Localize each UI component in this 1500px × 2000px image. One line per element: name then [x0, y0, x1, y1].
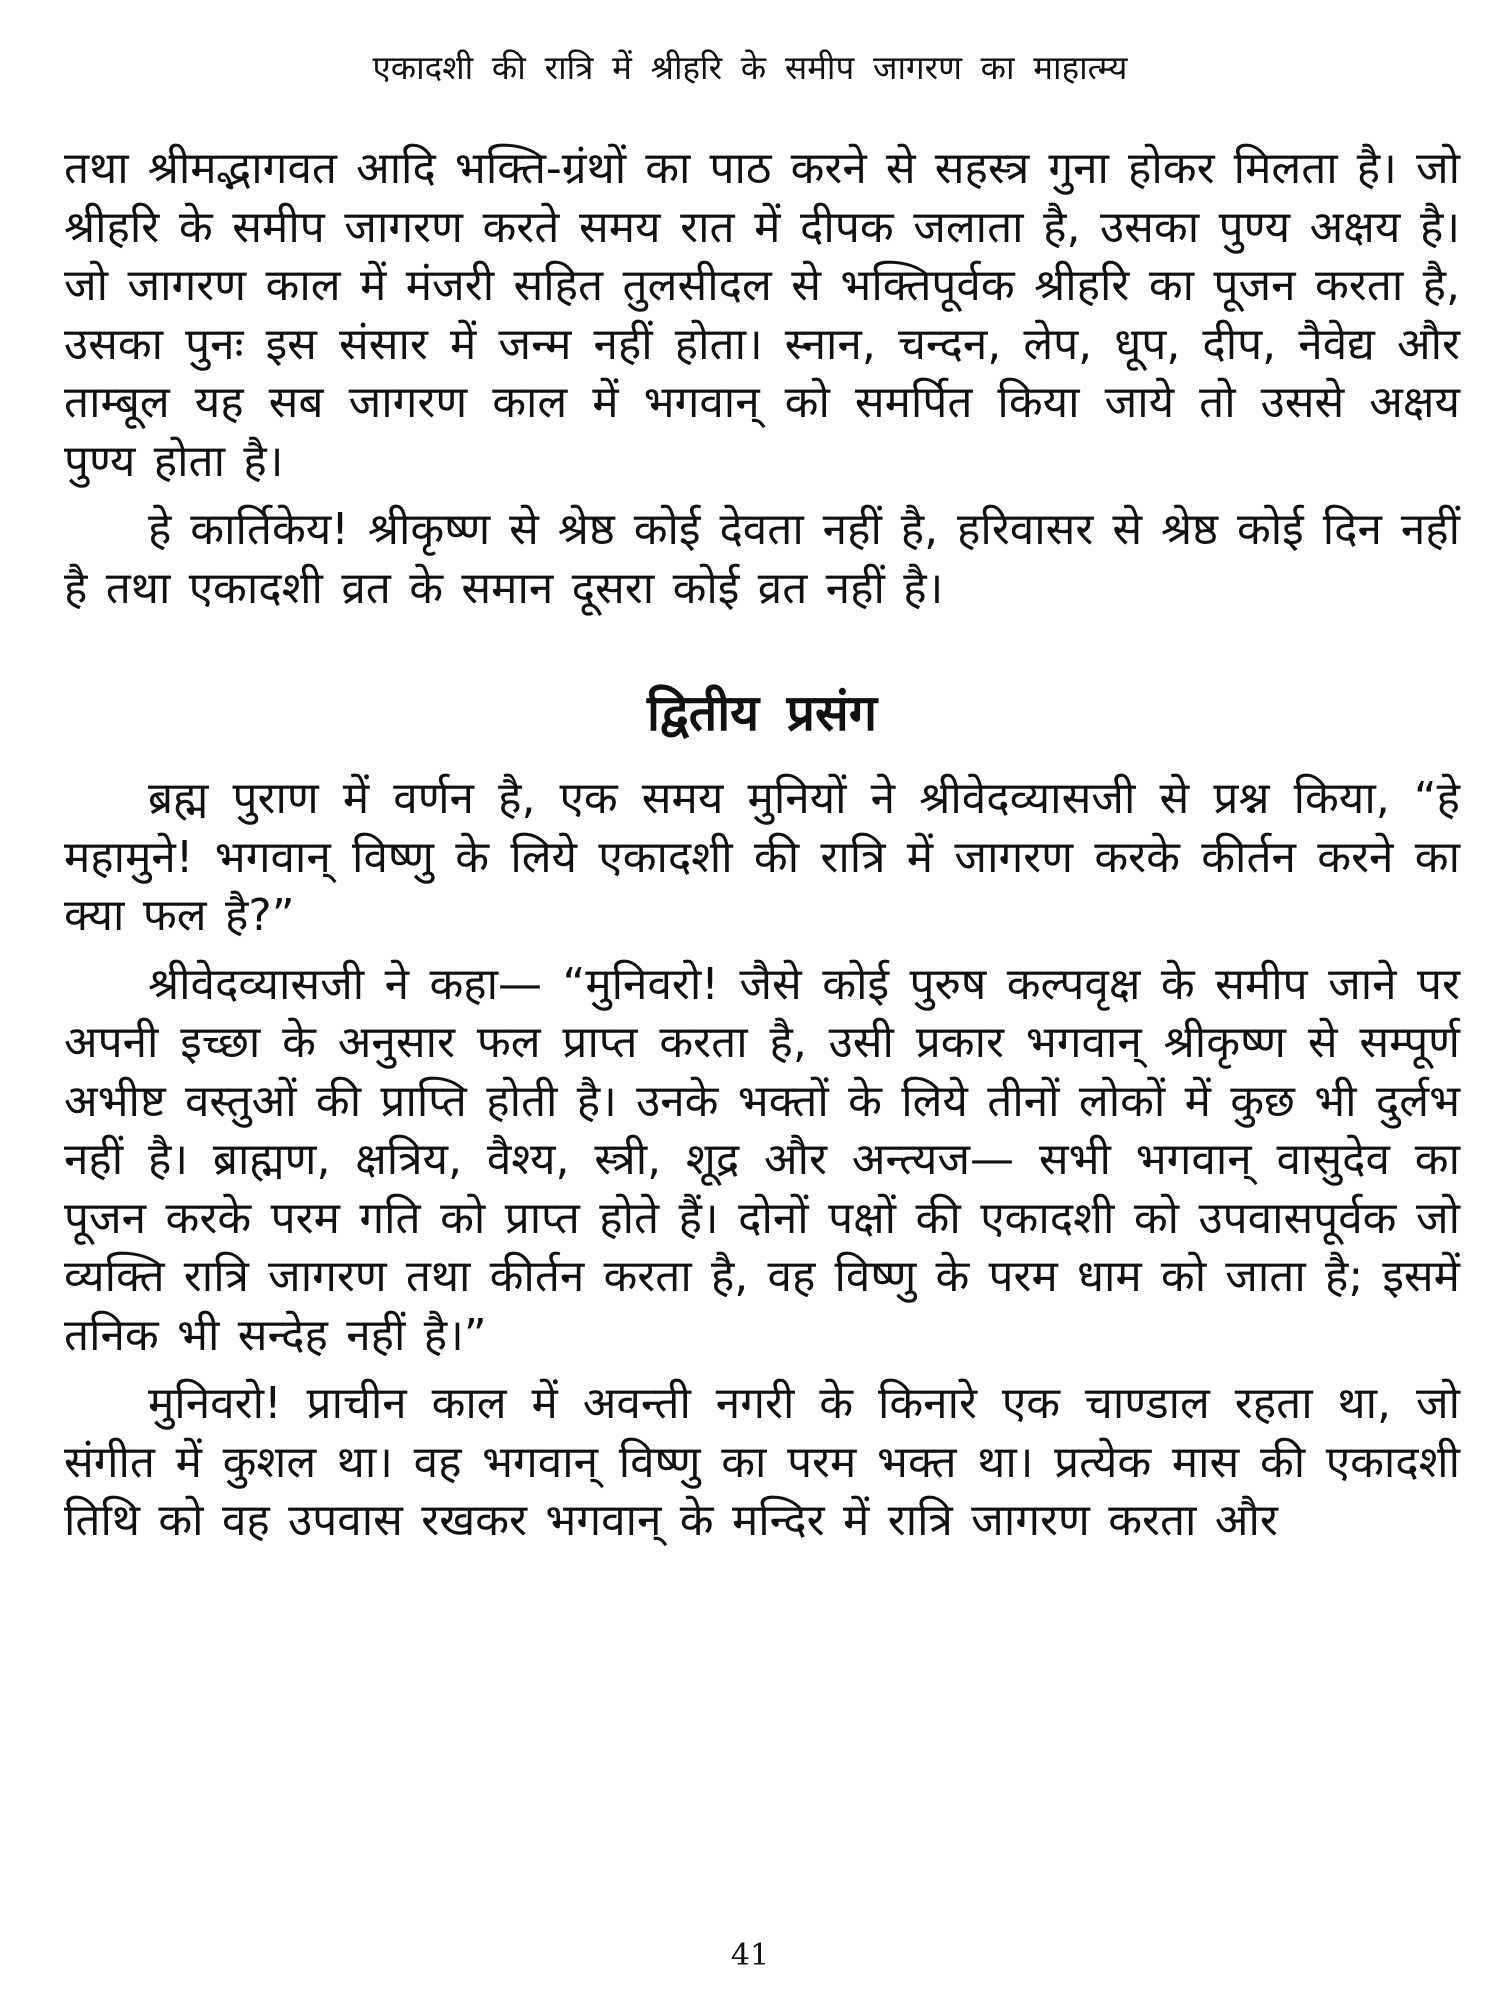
running-header: एकादशी की रात्रि में श्रीहरि के समीप जागरण का माहात्म्य — [372, 48, 1128, 87]
body-text — [64, 140, 1460, 1551]
paragraph-2: हे कार्तिकेय! श्रीकृष्ण से श्रेष्ठ कोई देवता नहीं है, हरिवासर से श्रेष्ठ कोई दिन नहीं है तथा एकादशी व्रत के समान दूसरा कोई व्रत नहीं है। — [64, 504, 1460, 614]
paragraph-5: मुनिवरो! प्राचीन काल में अवन्ती नगरी के किनारे एक चाण्डाल रहता था, जो संगीत में कुशल था। वह भगवान् विष्णु का परम भक्त था। प्रत्येक मास की एकादशी तिथि को वह उपवास रखकर भगवान् के मन्दिर में रात्रि जागरण करता और — [64, 1378, 1460, 1546]
paragraph-3: ब्रह्म पुराण में वर्णन है, एक समय मुनियों ने श्रीवेदव्यासजी से प्रश्न किया, “हे महामुने! भगवान् विष्णु के लिये एकादशी की रात्रि में जागरण करके कीर्तन करने का क्या फल है?” — [64, 773, 1460, 941]
page-number: 41 — [730, 1938, 770, 1973]
section-title: द्वितीय प्रसंग — [647, 684, 877, 742]
paragraph-4: श्रीवेदव्यासजी ने कहा— “मुनिवरो! जैसे कोई पुरुष कल्पवृक्ष के समीप जाने पर अपनी इच्छा के अनुसार फल प्राप्त करता है, उसी प्रकार भगवान् श्रीकृष्ण से सम्पूर्ण अभीष्ट वस्तुओं की प्राप्ति होती है। उनके भक्तों के लिये तीनों लोकों में कुछ भी दुर्लभ नहीं है। ब्राह्मण, क्षत्रिय, वैश्य, स्त्री, शूद्र और अन्त्यज— सभी भगवान् वासुदेव का पूजन करके परम गति को प्राप्त होते हैं। दोनों पक्षों की एकादशी को उपवासपूर्वक जो व्यक्ति रात्रि जागरण तथा कीर्तन करता है, वह विष्णु के परम धाम को जाता है; इसमें तनिक भी सन्देह नहीं है।” — [64, 958, 1460, 1361]
paragraph-1: तथा श्रीमद्भागवत आदि भक्ति-ग्रंथों का पाठ करने से सहस्त्र गुना होकर मिलता है। जो श्रीहरि के समीप जागरण करते समय रात में दीपक जलाता है, उसका पुण्य अक्षय है। जो जागरण काल में मंजरी सहित तुलसीदल से भक्तिपूर्वक श्रीहरि का पूजन करता है, उसका पुनः इस संसार में जन्म नहीं होता। स्नान, चन्दन, लेप, धूप, दीप, नैवेद्य और ताम्बूल यह सब जागरण काल में भगवान् को समर्पित किया जाये तो उससे अक्षय पुण्य होता है। — [64, 143, 1460, 487]
